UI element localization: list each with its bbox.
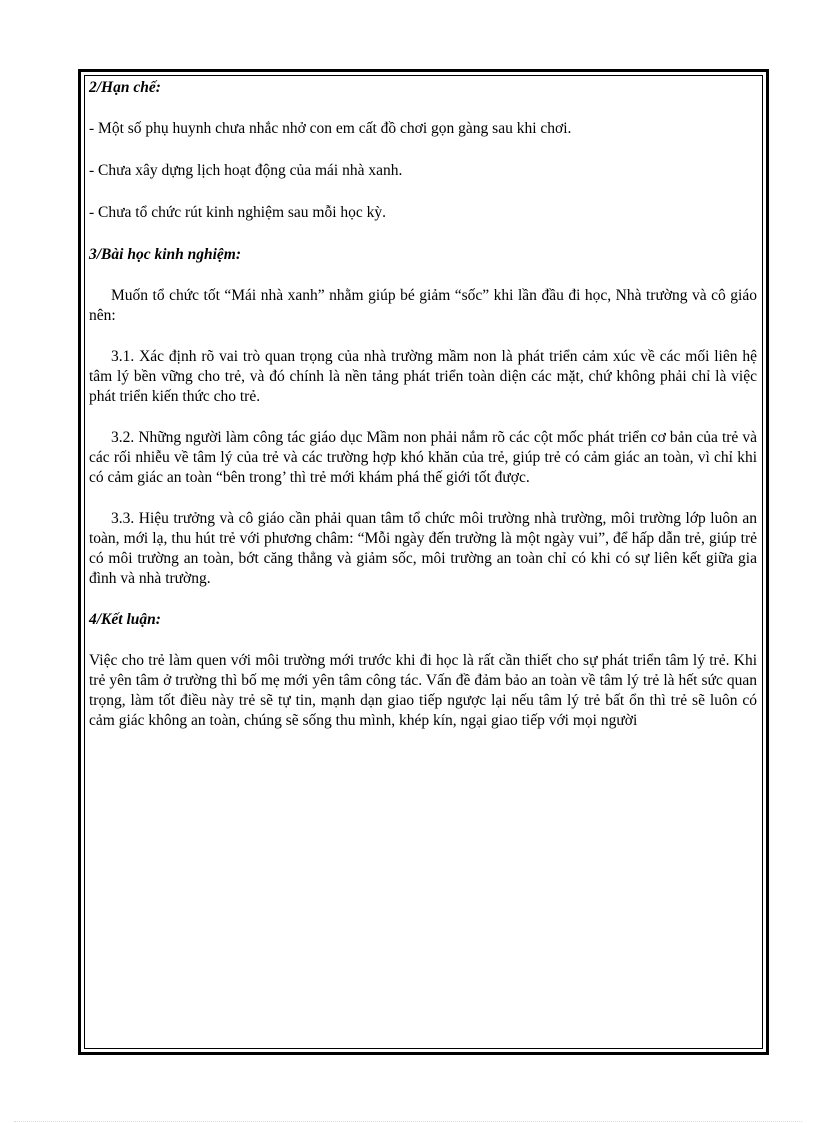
lesson-point: 3.1. Xác định rõ vai trò quan trọng của nhà trường mầm non là phát triển cảm xúc về các mối liên hệ tâm lý bền vững cho trẻ, và đó chính là nền tảng phát triển toàn diện các mặt, chứ không phải chỉ là việc phát triển kiến thức cho trẻ. [89, 348, 757, 405]
limitation-item: - Chưa xây dựng lịch hoạt động của mái nhà xanh. [89, 162, 403, 179]
lessons-intro: Muốn tổ chức tốt “Mái nhà xanh” nhằm giúp bé giảm “sốc” khi lần đầu đi học, Nhà trường và cô giáo nên: [89, 287, 757, 324]
page-bottom-divider [14, 1121, 802, 1122]
limitation-item: - Một số phụ huynh chưa nhắc nhở con em cất đồ chơi gọn gàng sau khi chơi. [89, 120, 572, 137]
limitation-item: - Chưa tổ chức rút kinh nghiệm sau mỗi học kỳ. [89, 204, 387, 221]
lesson-point: 3.3. Hiệu trưởng và cô giáo cần phải quan tâm tổ chức môi trường nhà trường, môi trường lớp luôn an toàn, mới lạ, thu hút trẻ với phương châm: “Mỗi ngày đến trường là một ngày vui”, để hấp dẫn trẻ, giúp trẻ có môi trường an toàn, bớt căng thẳng và giảm sốc, môi trường an toàn chỉ có khi có sự liên kết giữa gia đình và nhà trường. [89, 510, 757, 587]
section-heading-lessons: 3/Bài học kinh nghiệm: [89, 246, 242, 263]
lesson-point: 3.2. Những người làm công tác giáo dục Mầm non phải nắm rõ các cột mốc phát triển cơ bản của trẻ và các rối nhiễu về tâm lý của trẻ và các trường hợp khó khăn của trẻ, giúp trẻ có cảm giác an toàn, vì chỉ khi có cảm giác an toàn “bên trong’ thì trẻ mới khám phá thế giới tốt được. [89, 429, 757, 486]
document-body [89, 78, 757, 731]
section-heading-limitations: 2/Hạn chế: [89, 79, 161, 96]
conclusion-body: Việc cho trẻ làm quen với môi trường mới trước khi đi học là rất cần thiết cho sự phát triển tâm lý trẻ. Khi trẻ yên tâm ở trường thì bố mẹ mới yên tâm công tác. Vấn đề đảm bảo an toàn về tâm lý trẻ là hết sức quan trọng, làm tốt điều này trẻ sẽ tự tin, mạnh dạn giao tiếp ngược lại nếu tâm lý trẻ bất ổn thì trẻ sẽ luôn có cảm giác không an toàn, chúng sẽ sống thu mình, khép kín, ngại giao tiếp với mọi người [89, 652, 757, 729]
section-heading-conclusion: 4/Kết luận: [89, 611, 161, 628]
